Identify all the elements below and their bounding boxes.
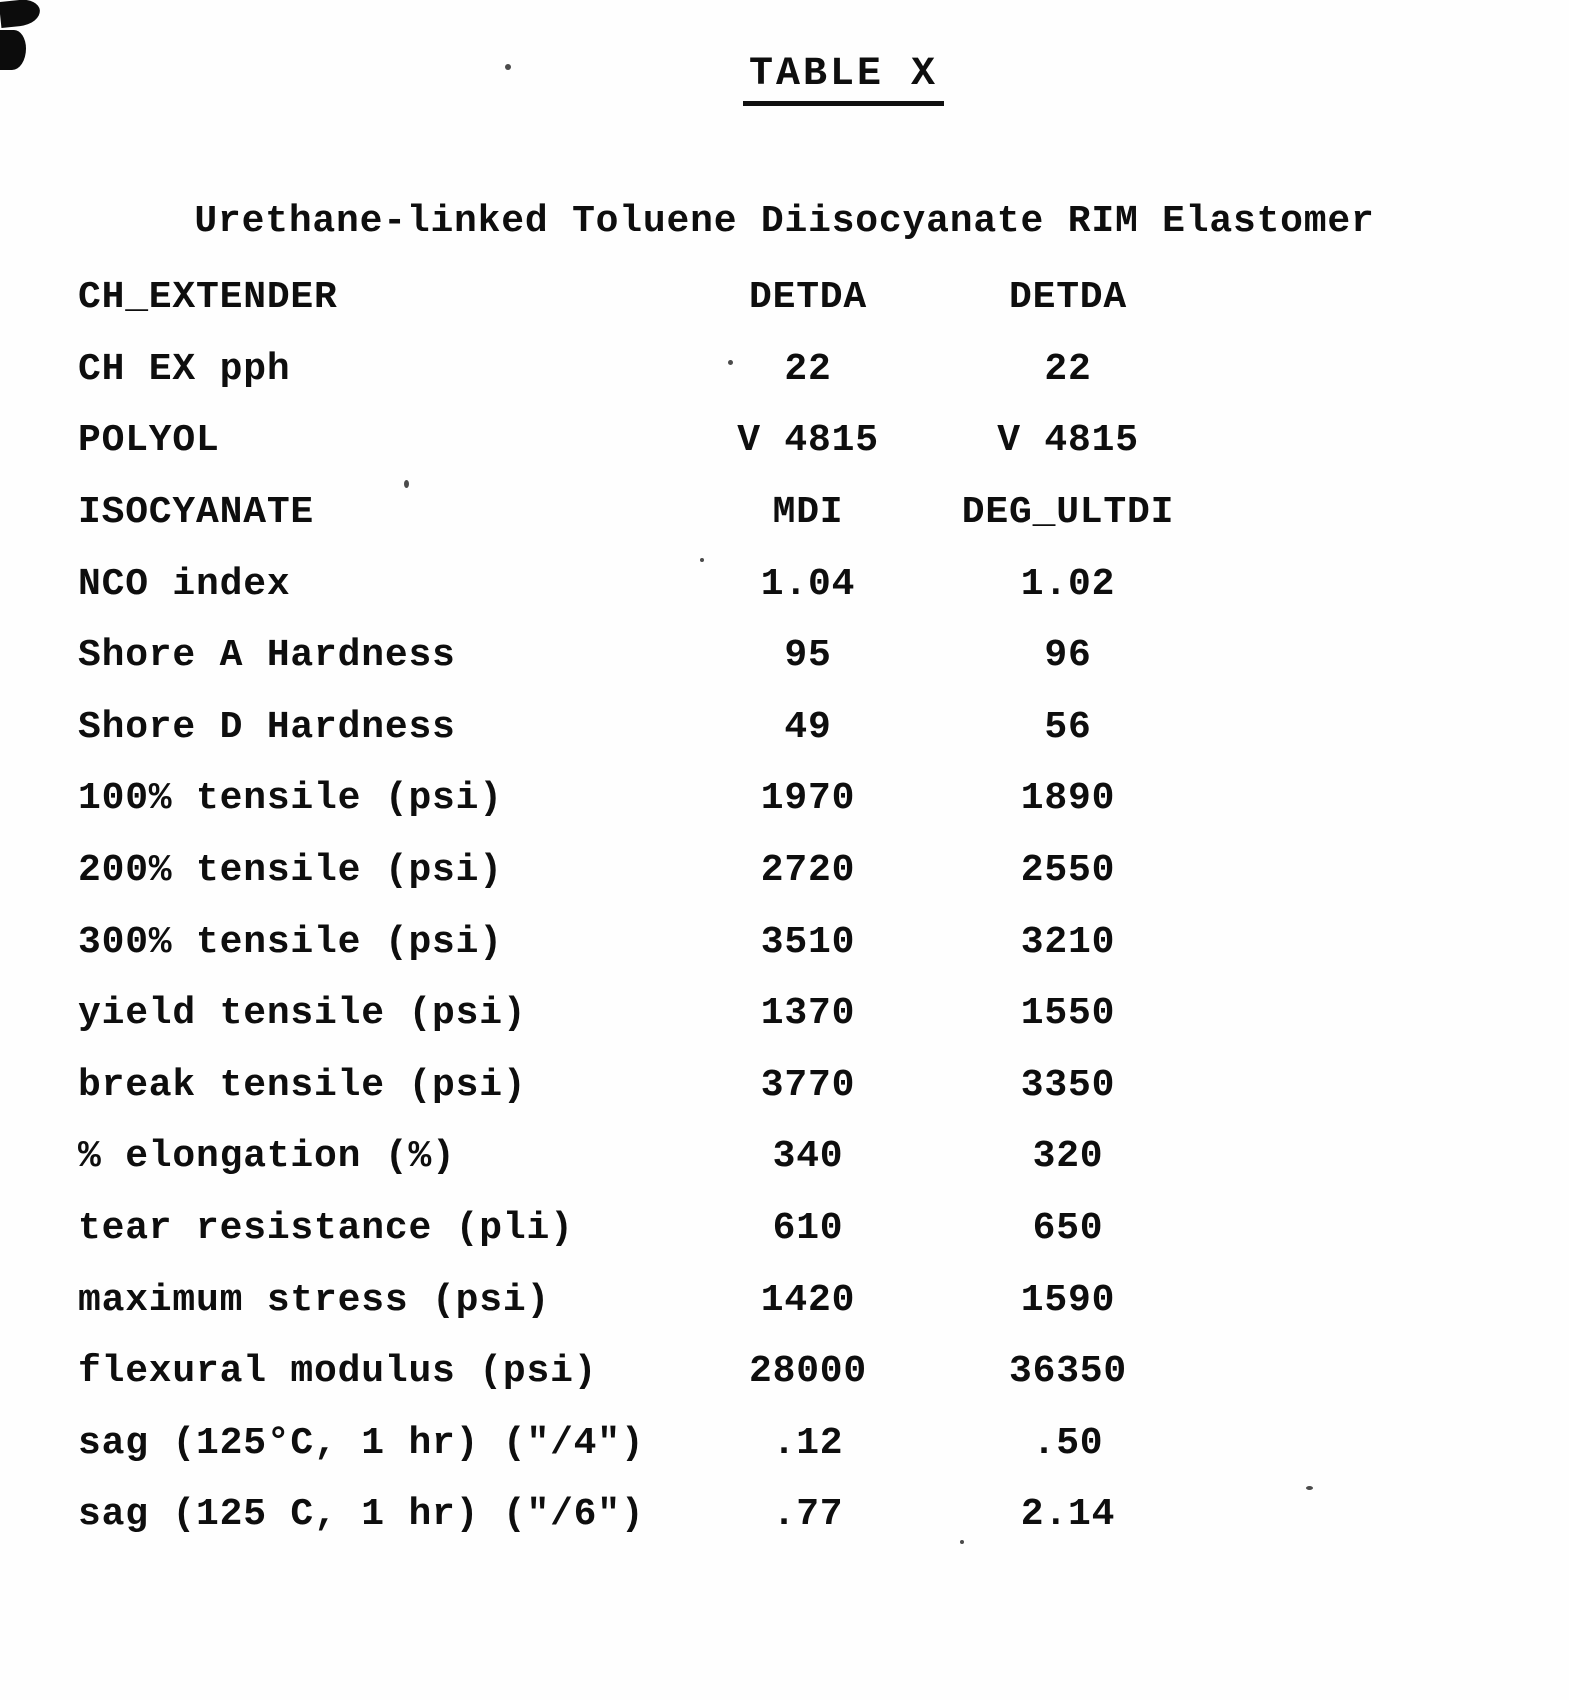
row-value-1: 28000 <box>748 1350 868 1394</box>
row-value-2: 3350 <box>1020 1063 1116 1107</box>
row-value-1: DETDA <box>748 276 868 320</box>
table-row <box>0 262 1569 334</box>
row-value-2: 3210 <box>1020 920 1116 964</box>
table-subtitle: Urethane-linked Toluene Diisocyanate RIM Elastomer <box>194 200 1375 243</box>
row-value-2: 1.02 <box>1020 562 1116 606</box>
row-value-1: 95 <box>784 634 832 678</box>
table-row <box>0 1408 1569 1480</box>
row-value-1: 610 <box>772 1207 844 1251</box>
table-title-row <box>0 52 1569 106</box>
table-row <box>0 477 1569 549</box>
row-value-2: 22 <box>1044 347 1092 391</box>
table-row <box>0 1121 1569 1193</box>
table-row <box>0 620 1569 692</box>
row-value-1: .77 <box>772 1493 844 1537</box>
row-label: Shore A Hardness <box>78 634 456 678</box>
row-value-1: 3510 <box>760 920 856 964</box>
table-row <box>0 334 1569 406</box>
row-value-1: 340 <box>772 1135 844 1179</box>
row-label: maximum stress (psi) <box>78 1278 551 1322</box>
table-row <box>0 1050 1569 1122</box>
row-label: 200% tensile (psi) <box>78 849 503 893</box>
table-row <box>0 1193 1569 1265</box>
row-value-2: 1890 <box>1020 777 1116 821</box>
row-label: Shore D Hardness <box>78 705 456 749</box>
table-row <box>0 1264 1569 1336</box>
table-row <box>0 835 1569 907</box>
table-row <box>0 548 1569 620</box>
row-label: sag (125°C, 1 hr) ("/4") <box>78 1421 645 1465</box>
row-label: CH_EXTENDER <box>78 276 338 320</box>
row-label: 100% tensile (psi) <box>78 777 503 821</box>
row-label: tear resistance (pli) <box>78 1207 574 1251</box>
row-value-2: 36350 <box>1008 1350 1128 1394</box>
row-value-2: 320 <box>1032 1135 1104 1179</box>
row-value-2: DETDA <box>1008 276 1128 320</box>
row-label: break tensile (psi) <box>78 1063 527 1107</box>
row-label: 300% tensile (psi) <box>78 920 503 964</box>
row-label: sag (125 C, 1 hr) ("/6") <box>78 1493 645 1537</box>
table-row <box>0 763 1569 835</box>
table-row <box>0 906 1569 978</box>
data-table <box>0 262 1569 1551</box>
row-value-1: 1.04 <box>760 562 856 606</box>
row-label: yield tensile (psi) <box>78 992 527 1036</box>
row-label: NCO index <box>78 562 291 606</box>
row-value-2: 650 <box>1032 1207 1104 1251</box>
row-value-2: 1550 <box>1020 992 1116 1036</box>
row-value-1: 2720 <box>760 849 856 893</box>
table-row <box>0 692 1569 764</box>
row-value-2: 56 <box>1044 705 1092 749</box>
row-value-1: 22 <box>784 347 832 391</box>
row-value-1: 1970 <box>760 777 856 821</box>
row-label: POLYOL <box>78 419 220 463</box>
row-value-1: .12 <box>772 1421 844 1465</box>
row-value-2: 96 <box>1044 634 1092 678</box>
row-value-2: DEG_ULTDI <box>961 491 1175 535</box>
table-row <box>0 1336 1569 1408</box>
row-label: CH EX pph <box>78 347 291 391</box>
row-value-1: 49 <box>784 705 832 749</box>
table-row <box>0 405 1569 477</box>
table-row <box>0 1479 1569 1551</box>
table-row <box>0 978 1569 1050</box>
row-label: ISOCYANATE <box>78 491 315 535</box>
scan-artifact <box>0 0 41 28</box>
row-value-1: 1370 <box>760 992 856 1036</box>
page-title: TABLE X <box>743 52 944 106</box>
row-value-2: .50 <box>1032 1421 1104 1465</box>
row-value-2: 2.14 <box>1020 1493 1116 1537</box>
row-value-2: 1590 <box>1020 1278 1116 1322</box>
row-value-1: V 4815 <box>737 419 879 463</box>
row-value-2: V 4815 <box>997 419 1139 463</box>
row-label: % elongation (%) <box>78 1135 456 1179</box>
row-value-1: 1420 <box>760 1278 856 1322</box>
row-label: flexural modulus (psi) <box>78 1350 598 1394</box>
row-value-1: MDI <box>772 491 844 535</box>
row-value-2: 2550 <box>1020 849 1116 893</box>
row-value-1: 3770 <box>760 1063 856 1107</box>
